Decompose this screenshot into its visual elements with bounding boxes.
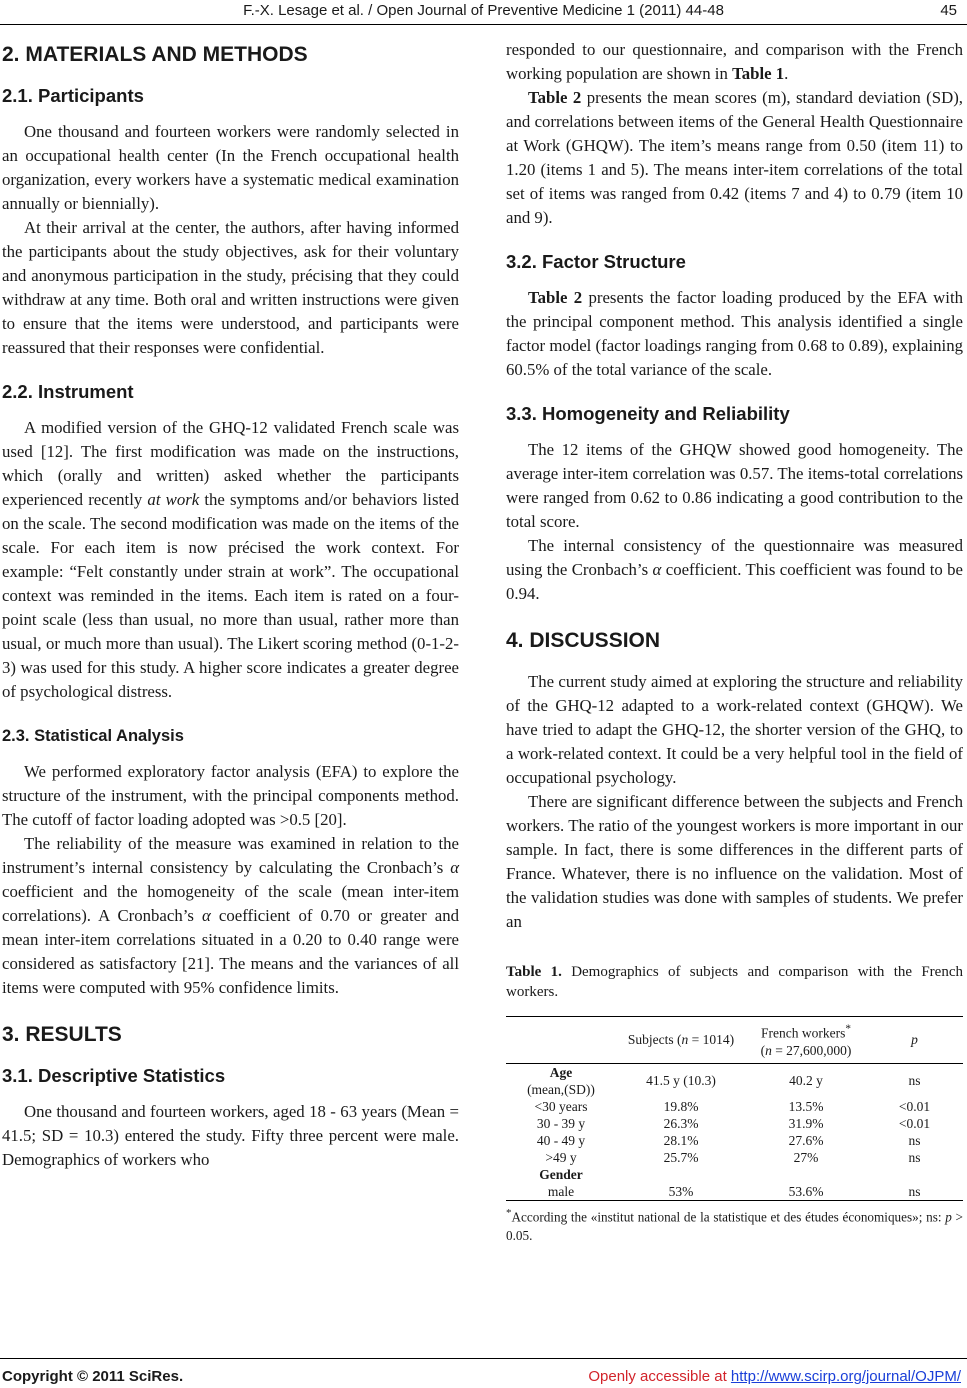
header-cell-subjects (616, 1017, 746, 1064)
table-row (506, 1063, 963, 1098)
paragraph-homogeneity-2 (506, 534, 963, 606)
copyright-notice: Copyright © 2011 SciRes. (2, 1368, 184, 1385)
table-row (506, 1132, 963, 1149)
text-run: . (784, 64, 789, 83)
subsection-heading-participants: 2.1. Participants (2, 85, 144, 106)
table-cell-subjects: 28.1% (663, 1132, 699, 1148)
p-symbol: p (911, 1032, 918, 1048)
table-cell-subjects: 41.5 y (10.3) (646, 1073, 716, 1088)
table-row (506, 1183, 963, 1201)
table-caption (506, 962, 963, 1002)
table-cell-label (506, 1098, 616, 1115)
subsection-heading-statistical-analysis: 2.3. Statistical Analysis (2, 727, 184, 745)
footnote-marker: * (506, 1206, 512, 1219)
text-run: Subjects ( (627, 1032, 682, 1048)
table-body (506, 1063, 963, 1200)
open-access-notice (588, 1368, 961, 1385)
p-symbol: p (945, 1208, 952, 1224)
open-access-text: Openly accessible at (588, 1368, 731, 1385)
text-run: presents the factor loading produced by the EFA with the principal component method. This analysis identified a single factor model (factor loadings ranging from 0.68 to 0.89), explaining 60.5% of the total variance of the scale. (506, 288, 963, 379)
journal-url-link[interactable]: http://www.scirp.org/journal/OJPM/ (730, 1368, 961, 1385)
text-run: A modified version of the GHQ-12 validated French scale was used [12]. The first modification was made on the instructions, which (orally and written) asked whether the participants experienced recently (2, 418, 459, 509)
header-cell-p (866, 1017, 963, 1064)
section-heading-results: 3. RESULTS (2, 1023, 122, 1046)
text-run: The internal consistency of the questionnaire was measured using the Cronbach’s (506, 536, 963, 579)
left-column (2, 38, 459, 1172)
text-run: the symptoms and/or behaviors listed on the scale. The second modification was made on the items of the scale. For each item is now précised the work context. For example: “Felt constantly under strain at work”. The occupational context was reminded in the items. Each item is rated on a four-point scale (less than usual, no more than usual, rather more than usual, or much more than usual). The Likert scoring method (0-1-2-3) was used for this study. A higher score indicates a greater degree of psychological distress. (2, 490, 459, 701)
table-cell-french: 31.9% (788, 1115, 824, 1131)
table-header-row (506, 1017, 963, 1064)
paragraph-descriptive-3 (506, 86, 963, 230)
table-cell-p: ns (908, 1073, 921, 1088)
table-cell-p: <0.01 (898, 1098, 931, 1114)
page-footer (0, 1358, 967, 1388)
text-run: The reliability of the measure was examined in relation to the instrument’s internal consistency by calculating the Cronbach’s (2, 834, 459, 877)
row-label: >49 y (545, 1149, 577, 1165)
right-column (506, 38, 963, 1245)
table-label: Table 1. (506, 964, 562, 980)
subsection-heading-instrument: 2.2. Instrument (2, 381, 134, 402)
paragraph-participants-2: At their arrival at the center, the authors, after having informed the participants about the study objectives, ask for their voluntary and anonymous participation in the study, précising that they could withdraw at any time. Both oral and written instructions were given to ensure that the items were understood, and participants were reassured that their responses were confidential. (2, 218, 459, 357)
table-cell-subjects (616, 1166, 746, 1183)
table-cell-p: ns (908, 1183, 921, 1199)
row-label: 30 - 39 y (536, 1115, 586, 1131)
emphasis-at-work: at work (147, 490, 200, 509)
row-label: Age (549, 1064, 573, 1080)
paragraph-discussion-1: The current study aimed at exploring the structure and reliability of the GHQ-12 adapted to a work-related context (GHQW). We have tried to adapt the GHQ-12, the shorter version of the GHQ, to a work-related context. It could be a very helpful tool in the field of occupational psychology. (506, 672, 963, 787)
table-row (506, 1098, 963, 1115)
text-run: presents the mean scores (m), standard deviation (SD), and correlations between items of the General Health Questionnaire at Work (GHQW). The item’s means range from 0.50 (item 11) to 1.20 (items 1 and 5). The means inter-item correlations of the total set of items was ranged from 0.42 (items 7 and 4) to 0.79 (item 10 and 9). (506, 88, 963, 227)
text-run: = 27,600,000) (771, 1042, 852, 1058)
table-cell-subjects: 26.3% (663, 1115, 699, 1131)
running-title: F.-X. Lesage et al. / Open Journal of Preventive Medicine 1 (2011) 44-48 (243, 2, 724, 19)
row-label: male (547, 1183, 575, 1199)
alpha-symbol: α (202, 906, 211, 925)
demographics-table (506, 1016, 963, 1201)
footnote-marker: * (845, 1023, 851, 1035)
table-row (506, 1149, 963, 1166)
text-run: French workers (761, 1025, 846, 1041)
footer-rule (0, 1358, 967, 1359)
table-cell-french: 53.6% (788, 1183, 824, 1199)
alpha-symbol: α (450, 858, 459, 877)
paragraph-descriptive-1: One thousand and fourteen workers, aged 18 - 63 years (Mean = 41.5; SD = 10.3) entered the study. Fifty three percent were male. Demographics of workers who (2, 1102, 459, 1169)
text-run: coefficient and the homogeneity of the scale (mean inter-item correlations). A Cronbach’s (2, 882, 459, 925)
section-heading-materials-methods: 2. MATERIALS AND METHODS (2, 43, 308, 66)
paragraph-participants-1: One thousand and fourteen workers were randomly selected in an occupational health center (In the French occupational health organization, every workers have a systematic medical examination annually or biennially). (2, 122, 459, 213)
table-cell-label (506, 1063, 616, 1098)
table-cell-french: 13.5% (788, 1098, 824, 1114)
table-row (506, 1115, 963, 1132)
text-run: responded to our questionnaire, and comparison with the French working population are shown in (506, 40, 963, 83)
table-cell-p (866, 1166, 963, 1183)
header-rule (0, 24, 967, 25)
alpha-symbol: α (652, 560, 662, 579)
table-footnote (506, 1204, 963, 1245)
table-cell-label (506, 1166, 616, 1183)
table-cell-french: 27% (793, 1149, 819, 1165)
text-run: = 1014) (688, 1032, 735, 1048)
table-cell-french: 27.6% (788, 1132, 824, 1148)
table-reference: Table 1 (732, 64, 785, 83)
paragraph-statistics-2 (2, 832, 459, 1000)
row-label: <30 years (534, 1098, 588, 1114)
paragraph-statistics-1: We performed exploratory factor analysis (EFA) to explore the structure of the instrument, with the principal components method. The cutoff of factor loading adopted was >0.5 [20]. (2, 762, 459, 829)
section-heading-discussion: 4. DISCUSSION (506, 629, 661, 652)
text-run: > 0.05. (506, 1208, 963, 1243)
table-cell-label (506, 1183, 616, 1201)
paragraph-discussion-2: There are significant difference between the subjects and French workers. The ratio of the youngest workers is more important in our sample. In fact, there is some differences in the different parts of France. Whatever, there is no influence on the validation. Most of the validation studies was done with samples of students. We prefer an (506, 792, 963, 931)
page-header (0, 2, 967, 22)
table-row (506, 1166, 963, 1183)
subsection-heading-factor-structure: 3.2. Factor Structure (506, 251, 686, 272)
text-run: coefficient. This coefficient was found to be 0.94. (506, 560, 963, 603)
table-cell-label (506, 1149, 616, 1166)
table-cell-label (506, 1115, 616, 1132)
n-symbol: n (681, 1032, 689, 1048)
table-reference: Table 2 (528, 88, 582, 107)
table-cell-subjects: 19.8% (663, 1098, 699, 1114)
page-number: 45 (940, 2, 957, 19)
text-run: According the «institut national de la statistique et des études économiques»; ns: (511, 1208, 946, 1224)
table-cell-subjects: 53% (668, 1183, 694, 1199)
subsection-heading-descriptive-statistics: 3.1. Descriptive Statistics (2, 1065, 226, 1086)
table-cell-label (506, 1132, 616, 1149)
paragraph-descriptive-2 (506, 38, 963, 86)
text-run: ( (760, 1042, 766, 1058)
header-cell-french (746, 1017, 866, 1064)
row-sublabel: (mean,(SD)) (527, 1081, 595, 1097)
paragraph-instrument (2, 416, 459, 704)
table-reference: Table 2 (528, 288, 583, 307)
row-label: 40 - 49 y (536, 1132, 586, 1148)
table-cell-p: ns (908, 1149, 921, 1165)
paragraph-homogeneity-1: The 12 items of the GHQW showed good homogeneity. The average inter-item correlation was 0.57. The items-total correlations were ranged from 0.62 to 0.86 indicating a good contribution to the total score. (506, 440, 963, 531)
text-run: coefficient of 0.70 or greater and mean inter-item correlations situated in a 0.20 to 0.40 range were considered as satisfactory [21]. The means and the variances of all items were computed with 95% confidence limits. (2, 906, 459, 997)
table-cell-subjects: 25.7% (663, 1149, 699, 1165)
paragraph-factor-structure (506, 286, 963, 382)
table-cell-p: ns (908, 1132, 921, 1148)
header-cell-label (506, 1017, 616, 1064)
row-label: Gender (539, 1166, 583, 1182)
table-cell-french: 40.2 y (789, 1073, 823, 1088)
n-symbol: n (765, 1042, 772, 1058)
table-caption-text: Demographics of subjects and comparison with the French workers. (506, 964, 963, 1000)
table-cell-french (746, 1166, 866, 1183)
table-cell-p: <0.01 (898, 1115, 931, 1131)
subsection-heading-homogeneity: 3.3. Homogeneity and Reliability (506, 403, 790, 424)
